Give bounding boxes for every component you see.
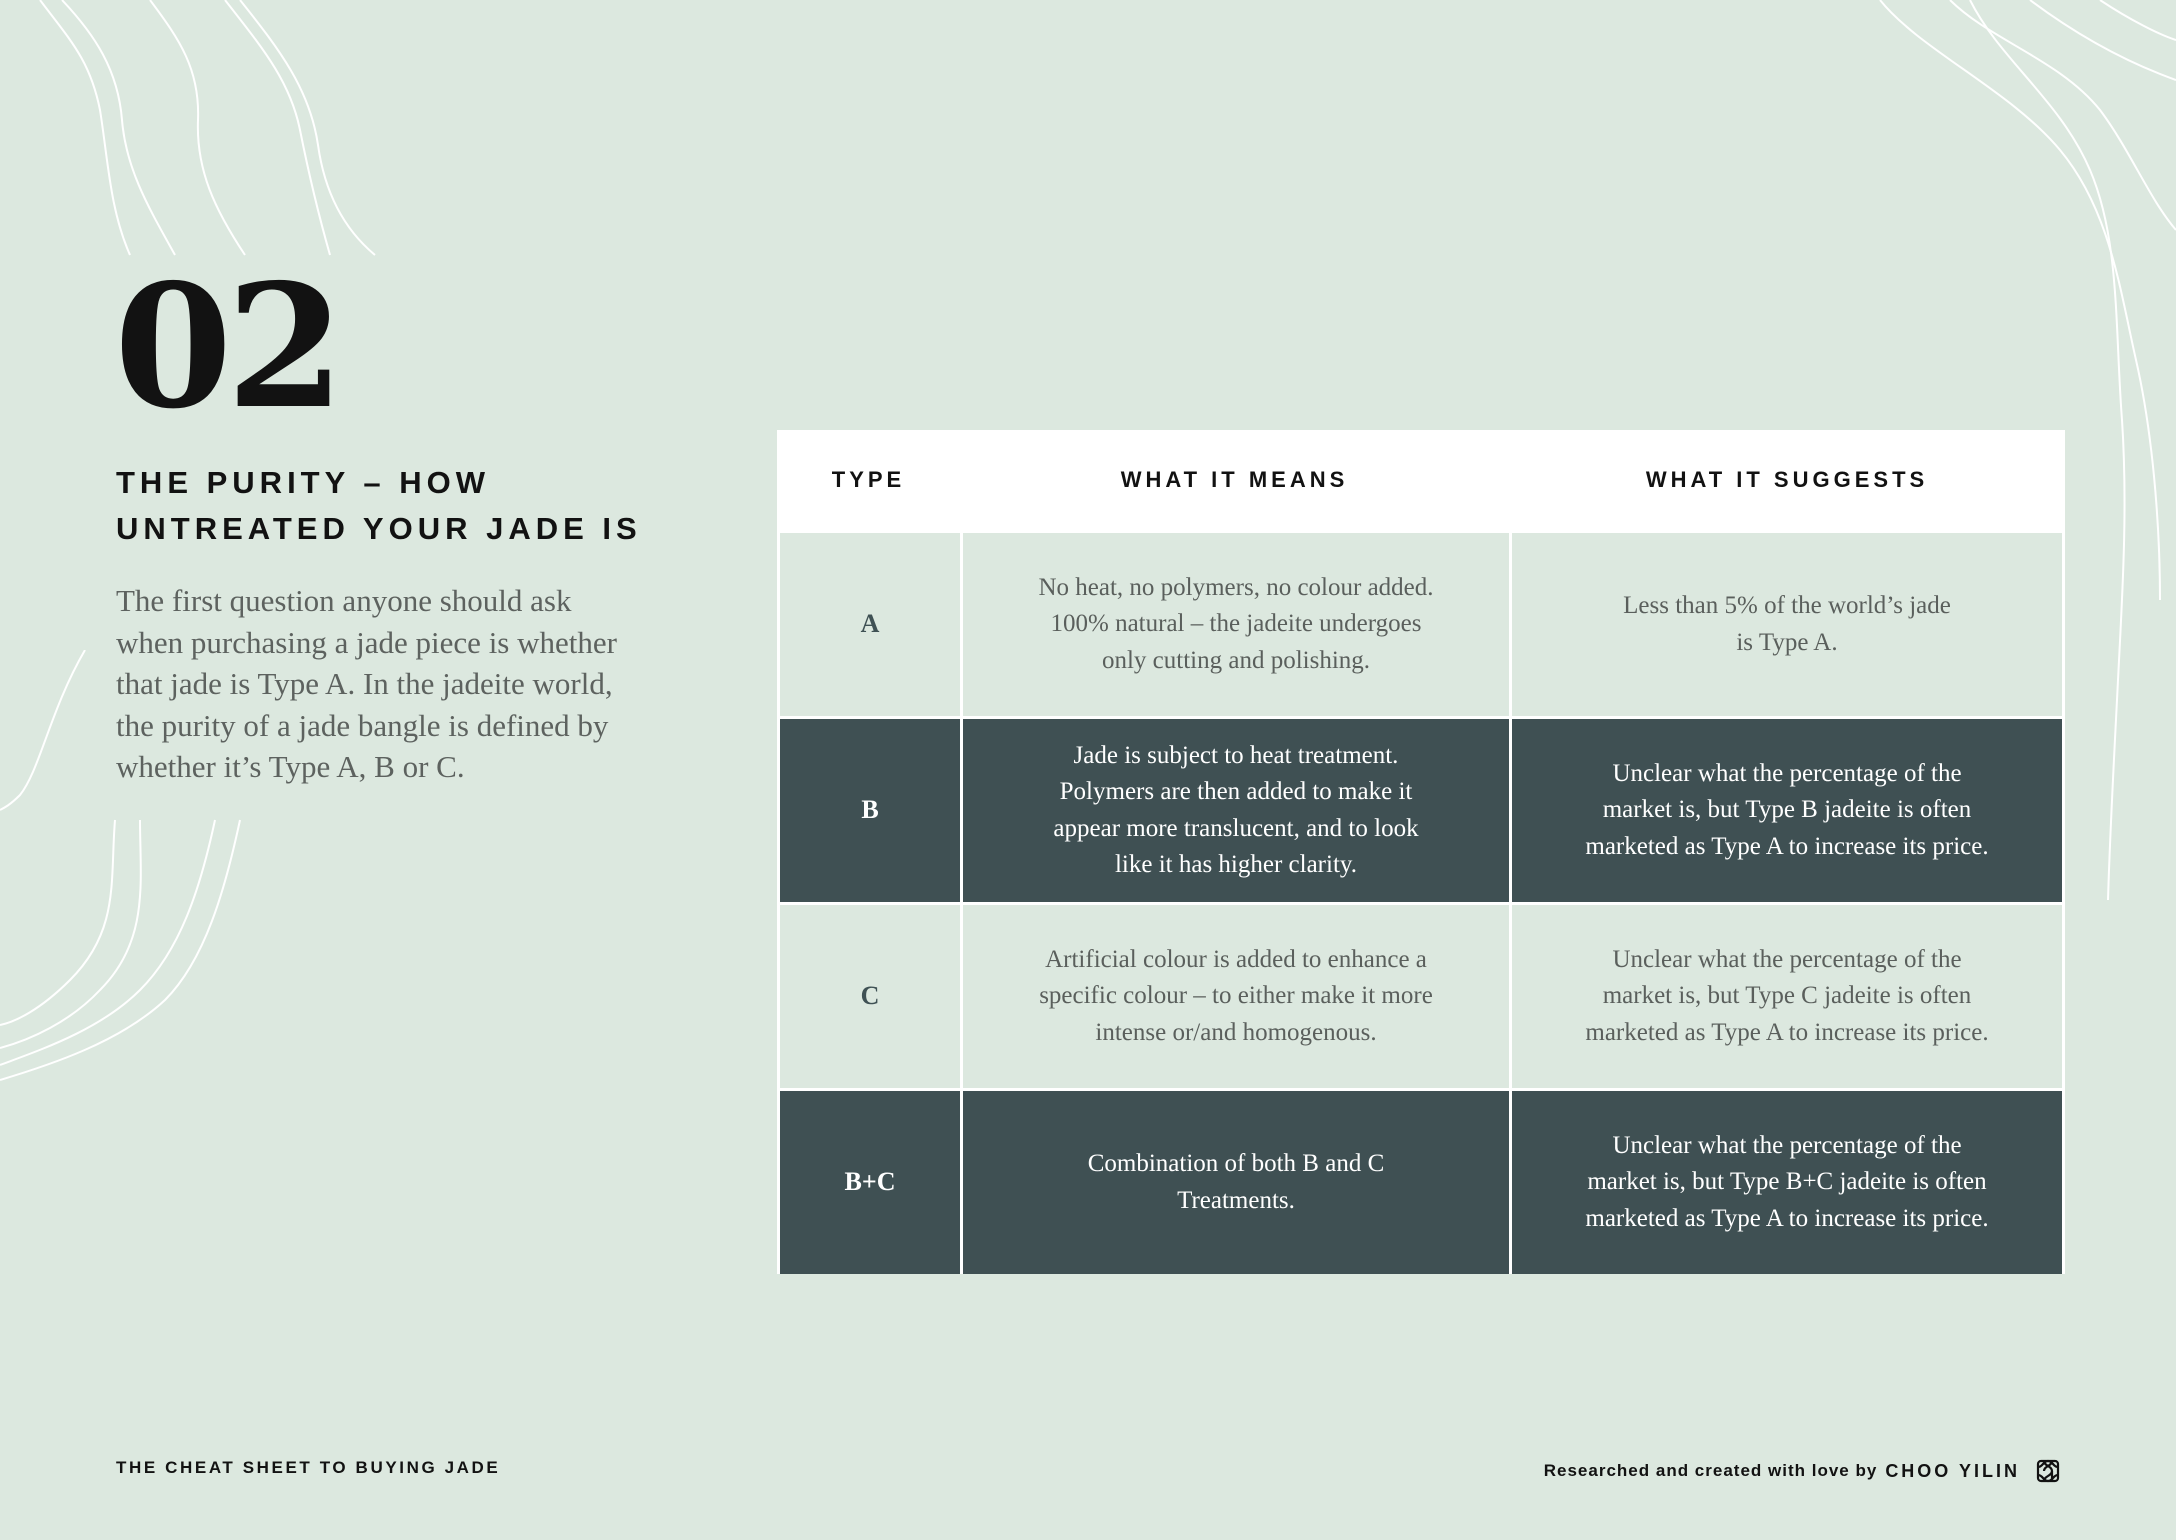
cell-line: Unclear what the percentage of the — [1612, 945, 1962, 973]
cell-line: market is, but Type B+C jadeite is often — [1587, 1168, 1987, 1196]
footer-credit-text: Researched and created with love by — [1543, 1461, 1878, 1480]
cell-line: Unclear what the percentage of the — [1612, 1131, 1962, 1159]
knot-logo-icon — [2034, 1457, 2062, 1485]
cell-line: Combination of both B and C — [1087, 1150, 1385, 1177]
suggests-cell — [1509, 719, 2065, 902]
suggests-cell — [1509, 1091, 2065, 1274]
cell-line: marketed as Type A to increase its price. — [1585, 832, 1989, 860]
cell-line: marketed as Type A to increase its price. — [1585, 1204, 1989, 1232]
table-row-type-b — [777, 716, 2065, 902]
footer-credit — [1544, 1457, 2062, 1485]
type-cell: C — [777, 905, 960, 1088]
cell-line: marketed as Type A to increase its price. — [1585, 1018, 1989, 1046]
intro-line: whether it’s Type A, B or C. — [116, 749, 465, 784]
cell-line: Polymers are then added to make it — [1059, 778, 1413, 805]
cell-line: appear more translucent, and to look — [1053, 814, 1419, 842]
cell-line: intense or/and homogenous. — [1095, 1018, 1377, 1046]
contour-lines-top-left — [0, 0, 400, 270]
cell-line: only cutting and polishing. — [1101, 646, 1371, 674]
suggests-cell — [1509, 905, 2065, 1088]
table-row-type-b-plus-c — [777, 1088, 2065, 1274]
cell-line: Less than 5% of the world’s jade — [1623, 592, 1951, 619]
intro-line: that jade is Type A. In the jadeite world, — [116, 666, 613, 701]
cell-line: specific colour – to either make it more — [1039, 982, 1433, 1010]
intro-line: The first question anyone should ask — [116, 583, 572, 618]
type-cell: B — [777, 719, 960, 902]
cell-line: Artificial colour is added to enhance a — [1045, 945, 1427, 973]
means-cell — [960, 719, 1509, 902]
header-what-it-suggests: WHAT IT SUGGESTS — [1645, 466, 1929, 492]
section-title-line: UNTREATED YOUR JADE IS — [116, 511, 642, 546]
cell-line: 100% natural – the jadeite undergoes — [1050, 610, 1422, 638]
intro-line: when purchasing a jade piece is whether — [116, 624, 617, 660]
table-row-type-c — [777, 902, 2065, 1088]
cell-line: market is, but Type B jadeite is often — [1602, 796, 1972, 824]
means-cell — [960, 905, 1509, 1088]
means-cell — [960, 1091, 1509, 1274]
suggests-cell — [1509, 533, 2065, 716]
cell-line: No heat, no polymers, no colour added. — [1038, 573, 1434, 601]
cell-line: Unclear what the percentage of the — [1612, 759, 1962, 787]
cell-line: market is, but Type C jadeite is often — [1602, 982, 1972, 1010]
purity-table — [777, 430, 2065, 1274]
type-cell: A — [777, 533, 960, 716]
section-title — [116, 460, 716, 552]
means-cell — [960, 533, 1509, 716]
header-type: TYPE — [831, 466, 906, 492]
cell-line: Jade is subject to heat treatment. — [1073, 741, 1399, 769]
header-what-it-means: WHAT IT MEANS — [1120, 466, 1349, 492]
type-cell: B+C — [777, 1091, 960, 1274]
cell-line: like it has higher clarity. — [1114, 851, 1358, 878]
cell-line: Treatments. — [1177, 1186, 1295, 1214]
section-number: 02 — [114, 247, 339, 447]
footer-author: CHOO YILIN — [1885, 1460, 2020, 1481]
table-header — [777, 430, 2065, 529]
intro-line: the purity of a jade bangle is defined by — [116, 707, 609, 743]
footer-title: THE CHEAT SHEET TO BUYING JADE — [116, 1458, 501, 1477]
table-row-type-a — [777, 529, 2065, 716]
intro-paragraph — [116, 580, 716, 788]
cell-line: is Type A. — [1736, 628, 1838, 656]
section-title-line: THE PURITY – HOW — [116, 465, 490, 500]
